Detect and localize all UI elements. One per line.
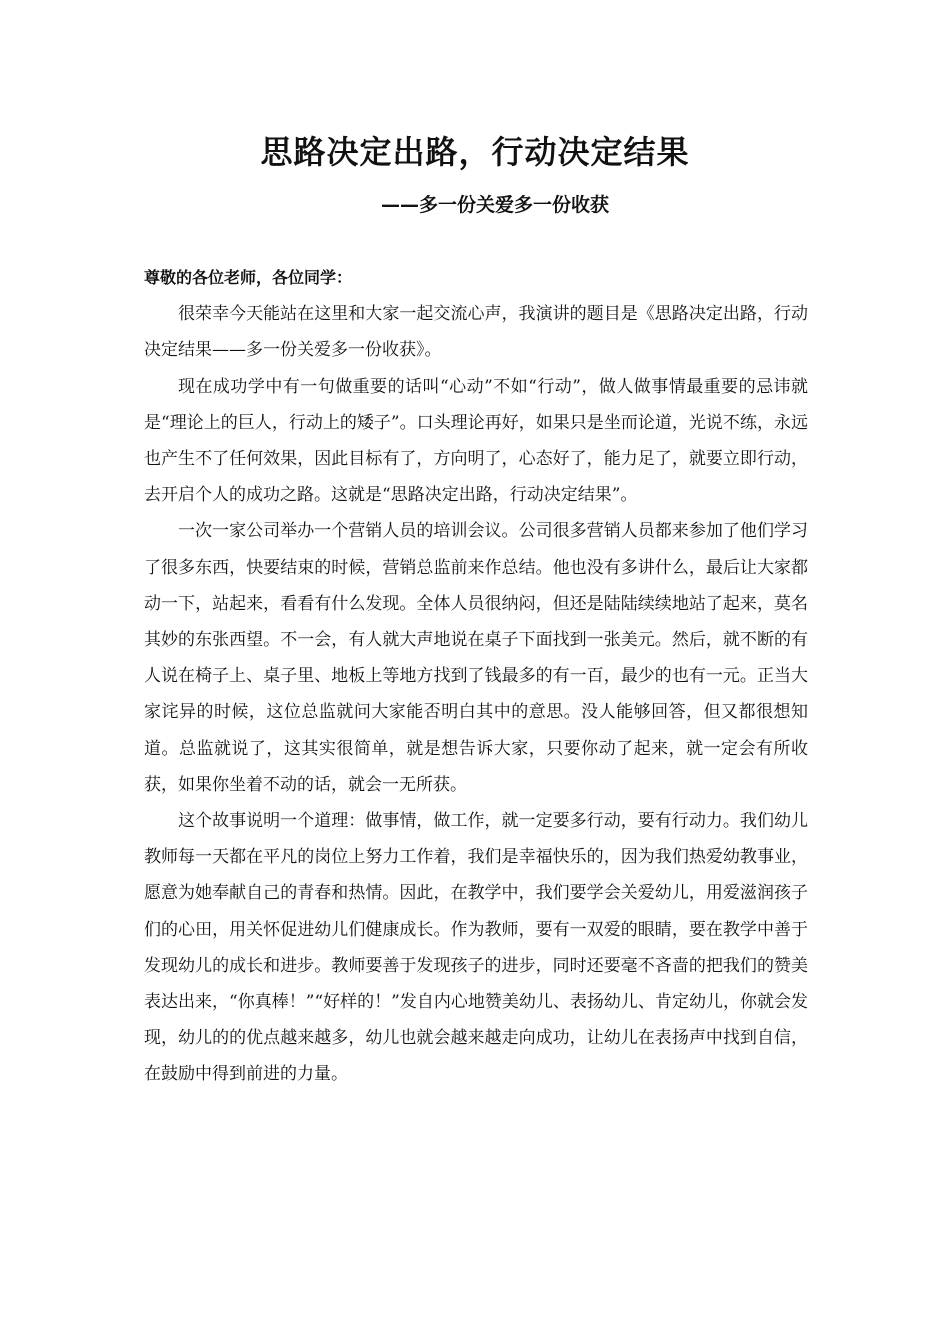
paragraph-intro: 很荣幸今天能站在这里和大家一起交流心声，我演讲的题目是《思路决定出路，行动决定结果——多一份关爱多一份收获》。	[144, 304, 808, 361]
paragraph-lesson: 这个故事说明一个道理：做事情，做工作，就一定要多行动，要有行动力。我们幼儿教师每一天都在平凡的岗位上努力工作着，我们是幸福快乐的，因为我们热爱幼教事业，愿意为她奉献自己的青春和热情。因此，在教学中，我们要学会关爱幼儿，用爱滋润孩子们的心田，用关怀促进幼儿们健康成长。作为教师，要有一双爱的眼睛，要在教学中善于发现幼儿的成长和进步。教师要善于发现孩子的进步，同时还要毫不吝啬的把我们的赞美表达出来，“你真棒！”“好样的！”发自内心地赞美幼儿、表扬幼儿、肯定幼儿，你就会发现，幼儿的的优点越来越多，幼儿也就会越来越走向成功，让幼儿在表扬声中找到自信，在鼓励中得到前进的力量。	[144, 811, 808, 1085]
paragraph-action: 现在成功学中有一句做重要的话叫“心动”不如“行动”，做人做事情最重要的忌讳就是“理论上的巨人，行动上的矮子”。口头理论再好，如果只是坐而论道，光说不练，永远也产生不了任何效果，因此目标有了，方向明了，心态好了，能力足了，就要立即行动，去开启个人的成功之路。这就是“思路决定出路，行动决定结果”。	[144, 376, 808, 506]
salutation: 尊敬的各位老师，各位同学：	[144, 268, 353, 287]
paragraph-story: 一次一家公司举办一个营销人员的培训会议。公司很多营销人员都来参加了他们学习了很多东西，快要结束的时候，营销总监前来作总结。他也没有多讲什么，最后让大家都动一下，站起来，看看有什么发现。全体人员很纳闷，但还是陆陆续续地站了起来，莫名其妙的东张西望。不一会，有人就大声地说在桌子下面找到一张美元。然后，就不断的有人说在椅子上、桌子里、地板上等地方找到了钱最多的有一百，最少的也有一元。正当大家诧异的时候，这位总监就问大家能否明白其中的意思。没人能够回答，但又都很想知道。总监就说了，这其实很简单，就是想告诉大家，只要你动了起来，就一定会有所收获，如果你坐着不动的话，就会一无所获。	[144, 521, 808, 795]
document-subtitle: ——多一份关爱多一份收获	[380, 194, 609, 216]
document-body	[144, 260, 808, 1093]
document-title: 思路决定出路，行动决定结果	[260, 133, 690, 171]
